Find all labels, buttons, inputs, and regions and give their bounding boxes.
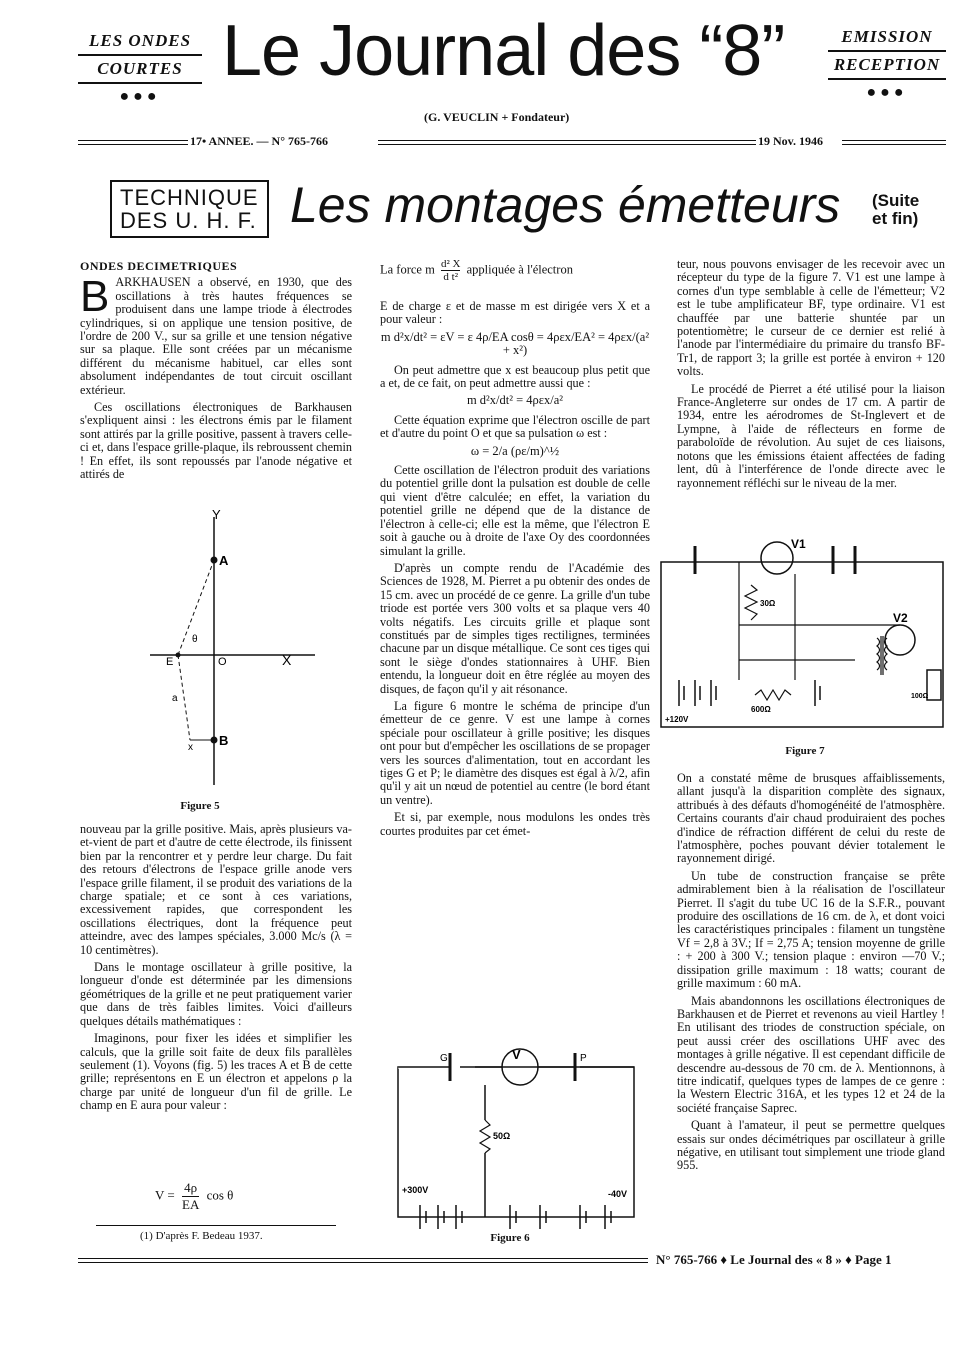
col2-paragraph-1: E de charge ε et de masse m est dirigée vers X et a pour valeur : [380,299,650,327]
col1-paragraph-2: Ces oscillations électroniques de Barkhausen s'expliquent ainsi : les électrons émis par le filament sont attirés par la grille positive, passent à travers celle-ci et, dans l'espace grille-plaque, ils rebroussent chemin ! En effet, ils sont repoussés par l'anode négative et attirés de [80,400,352,482]
fig5-label-x-small: x [188,742,193,753]
fig5-label-o: O [218,656,227,668]
suite-line2: et fin) [872,209,919,228]
fig6-label-40v: -40V [608,1189,628,1199]
column-3-lower [677,772,945,1177]
col1-p1-text: ARKHAUSEN a observé, en 1930, que des oscillations à très hautes fréquences se produisent dans une lampe triode à électrodes cylindriques, si on applique une tension positive, de l'ordre de 200 V., sur sa grille et une tension négative sur sa plaque. Elle sont créées par un mécanisme différent du mécanisme habituel, car elles sont absolument indépendantes de tout circuit oscillant extérieur. [80,275,352,397]
force-den: d t² [443,271,458,283]
fig6-label-g: G [440,1053,448,1064]
col3-paragraph-2: Le procédé de Pierret a été utilisé pour la liaison France-Angleterre sur ondes de 17 cm. A partir de 1934, entre les aérodromes de St-Inglevert et de Lympne, à l'aide de réflecteurs en forme de paraboloïde de révolution. Au sujet de ces liaisons, notons que les émissions étaient affectées de fading lent, dû à l'interférence de l'onde directe avec le rayonnement réfléchi sur le niveau de la mer. [677,381,945,490]
col2-paragraph-4: Cette oscillation de l'électron produit des variations du potentiel grille dont la pulsation est double de celle qui vient d'être calculée; en effet, la variation du potentiel grille ne dépend que de la distance de l'électron à celle-ci; elle est la même, que l'électron E soit à gauche ou à droite de l'axe Oy des coordonnées simulant la grille. [380,463,650,558]
fig5-label-a-small: a [172,693,178,704]
founder-line: (G. VEUCLIN + Fondateur) [424,110,570,124]
figure-7-diagram [655,530,955,740]
equation-1: m d²x/dt² = εV = ε 4ρ/EA cosθ = 4ρεx/EA² = 4ρεx/(a² + x²) [380,329,650,358]
footer-rule [78,1258,648,1263]
col1-paragraph-4: Dans le montage oscillateur à grille positive, la longueur d'onde est déterminée par les dimensions géométriques de la grille et ne peut pratiquement varier que dans de très faibles limites. Voici d'ailleurs quelques détails mathématiques : [80,960,352,1028]
section-heading: ONDES DECIMETRIQUES [80,259,238,273]
fig5-label-theta: θ [192,634,198,645]
fig5-label-b: B [219,733,229,748]
force-pre: La force m [380,262,435,277]
equation-2: m d²x/dt² = 4ρεx/a² [466,393,564,408]
equation-field [155,1180,233,1213]
suite-line1: (Suite [872,191,920,210]
column-1-lower [80,823,352,1117]
col3-paragraph-4: Un tube de construction française se prête admirablement bien à la réalisation de l'oscillateur Pierret. Il s'agit du tube UC 16 de la S.F.R., pouvant produire des oscillations de 16 cm. de λ, et dont voici les caractéristiques principales : filament un tungstène Vf = 2,8 à 3V.; If = 2,75 A; tension moyenne de grille : + 200 à 300 V.; tension plaque : environ —70 V.; dissipation grille maximum : 18 watts; courant de grille maximum : 60 mA. [677,868,945,991]
force-equation [380,258,650,283]
fig7-label-v1: V1 [791,537,806,551]
col2-paragraph-2: On peut admettre que x est beaucoup plus petit que a et, de ce fait, on peut admettre aussi que : [380,362,650,391]
footer-page-line: N° 765-766 ♦ Le Journal des « 8 » ♦ Page 1 [656,1252,892,1267]
fig6-label-300v: +300V [402,1185,429,1195]
col1-paragraph-1 [80,272,352,397]
fig5-label-x-axis: X [282,652,292,668]
column-2 [380,300,650,842]
section-line1: TECHNIQUE [120,185,259,210]
col2-paragraph-7: Et si, par exemple, nous modulons les ondes très courtes produites par cet émet- [380,810,650,838]
eq-fraction [182,1180,199,1213]
equation-3: ω = 2/a (ρε/m)^½ [470,443,560,458]
fig5-label-y: Y [212,507,221,522]
section-box [110,180,269,238]
column-1 [80,260,352,486]
fig5-label-a: A [219,553,229,568]
left-banner-line2: COURTES [78,56,202,84]
figure-6-caption: Figure 6 [490,1232,530,1244]
rule-left [78,140,188,145]
fig5-label-e: E [166,656,174,668]
figure-5-diagram [130,505,330,795]
fig7-label-120v: +120V [665,715,689,724]
col1-paragraph-5: Imaginons, pour fixer les idées et simplifier les calculs, que la grille soit faite de deux fils parallèles seulement (1). Voyons (fig. 5) les traces A et B de cette grille; représentons en E un électron et appelons ρ la charge par unité de longueur d'un fil de grille. Le champ en E aura pour valeur : [80,1031,352,1113]
left-banner [78,28,202,110]
article-title: Les montages émetteurs [290,177,841,233]
masthead-title: Le Journal des “8” [222,11,785,91]
fig7-label-30ohm: 30Ω [760,599,776,608]
drop-cap: B [80,272,110,322]
force-fraction [441,258,461,283]
left-dots: ●●● [119,88,161,105]
rule-middle [378,140,756,145]
col2-paragraph-5: D'après un compte rendu de l'Académie des Sciences de 1928, M. Pierret a pu obtenir des ondes de 15 cm. avec un procédé de ce genre. La grille d'un tube triode est portée vers 300 volts et sa plaque vers 40 volts négatifs. Les circuits grille et plaque sont constitués par de simples tiges rectilignes, terminées chacune par un disque métallique. Ce sont ces tiges qui sont le siège d'ondes stationnaires à UHF. Bien entendu, la longueur doit en être réglée au moyen des disques, de façon qu'il y ait résonance. [380,560,650,696]
eq-rhs: cos θ [206,1187,234,1203]
force-num: d² X [440,258,461,270]
eq-denominator: EA [182,1197,200,1212]
column-3 [677,258,945,494]
col1-paragraph-3: nouveau par la grille positive. Mais, après plusieurs va-et-vient de part et d'autre de cette électrode, ils finissent bien par la rencontrer et y perdre leur charge. Du fait des retours d'électrons de l'espace grille anode vers l'espace grille filament, il se produit des variations de la charge spatiale; et ce sont à ces variations, excessivement rapides, que correspondent les oscillations électriques, dont la fréquence peut atteindre, avec des lampes spéciales, 3.000 Mc/s (λ = 10 centimètres). [80,822,352,957]
fig6-label-r: 50Ω [493,1131,511,1141]
footnote-rule [96,1225,336,1226]
issue-number: 17• ANNEE. — N° 765-766 [190,134,329,148]
fig7-label-100ohm: 100Ω [911,693,929,700]
eq-numerator: 4ρ [182,1180,199,1197]
col2-paragraph-3: Cette équation exprime que l'électron oscille de part et d'autre du point O et que sa pulsation ω est : [380,412,650,441]
col2-paragraph-6: La figure 6 montre le schéma de principe d'un émetteur de ce genre. V est une lampe à cornes spéciale pour oscillateur à grille positive; les disques ont pour but d'empêcher les oscillations de se propager vers les sources d'alimentation, tout en accordant les tiges G et P; le diamètre des disques est égal à λ/2, afin qu'il y ait un nœud de potentiel au centre (le bord étant un ventre). [380,698,650,807]
fig7-label-600ohm: 600Ω [751,705,771,714]
right-banner-line2: RECEPTION [828,52,946,80]
fig6-label-p: P [580,1053,587,1064]
col3-paragraph-5: Mais abandonnons les oscillations électroniques de Barkhausen et de Pierret et revenons au vieil Hartley ! En utilisant des triodes de construction spéciale, on peut aussi créer des oscillations UHF avec des montages à grille négative. Il est cependant difficile de descendre au-dessous de 70 cm. de λ. Mentionnons, à titre indicatif, quelques types de lampes de ce genre : la Western Electric 316A, et les types 12 et 24 de la société française Saprec. [677,993,945,1115]
right-dots: ●●● [866,84,908,101]
figure-5-caption: Figure 5 [180,800,220,812]
issue-date: 19 Nov. 1946 [758,134,824,148]
fig7-label-v2: V2 [893,611,908,625]
col3-paragraph-3: On a constaté même de brusques affaiblissements, allant jusqu'à la disparition complète des signaux, attribués à des défauts d'homogénéité de l'atmosphère. Certains courants d'air chaud produiraient des poches d'indice de réfraction différent de celui du reste de l'atmosphère, poches pouvant dévier totalement le rayonnement dirigé. [677,771,945,866]
figure-6-diagram [390,1045,640,1230]
suite-note [872,192,919,228]
section-line2: DES U. H. F. [120,208,257,233]
fig6-label-v: V [512,1047,521,1062]
col3-paragraph-6: Quant à l'amateur, il peut se permettre quelques essais sur ondes décimétriques par oscillateur à grille négative, en utilisant tout simplement une triode gland 955. [677,1118,945,1173]
rule-right [842,140,946,145]
figure-7-caption: Figure 7 [785,745,825,757]
eq-lhs: V = [155,1187,175,1203]
right-banner [828,24,946,106]
footnote: (1) D'après F. Bedeau 1937. [140,1230,263,1242]
left-banner-line1: LES ONDES [78,28,202,56]
force-post: appliquée à l'électron [466,262,573,277]
col3-paragraph-1: teur, nous pouvons envisager de les recevoir avec un récepteur du type de la figure 7. V1 est une lampe à cornes d'un type semblable à celle de l'émetteur; V2 est le tube amplificateur BF, type ordinaire. V1 est chauffée par une batterie shuntée par un potentiomètre; le curseur de ce dernier est relié à l'anode par l'intermédiaire du primaire du transfo BF-Tr1, de rapport 3; la grille est portée à environ + 120 volts. [677,257,945,379]
right-banner-line1: EMISSION [828,24,946,52]
